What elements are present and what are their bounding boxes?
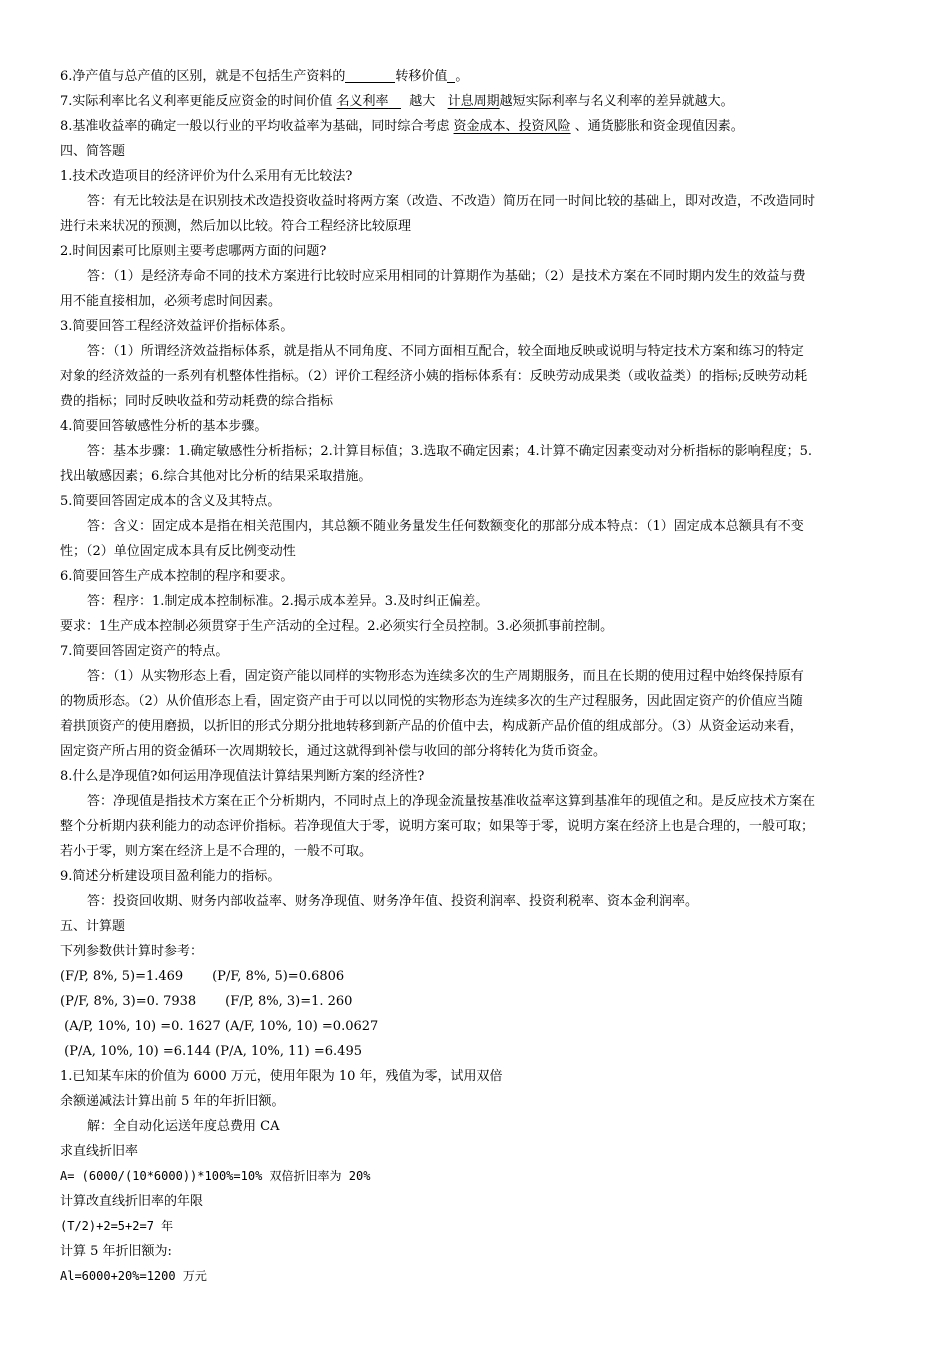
q8-answer: 资金成本、投资风险 [453, 119, 571, 134]
answer-line: 答：程序：1.制定成本控制标准。2.揭示成本差异。3.及时纠正偏差。 [87, 594, 489, 609]
answer-blank [345, 68, 395, 83]
question: 9.简述分析建设项目盈利能力的指标。 [60, 869, 281, 884]
solution-line: 计算改直线折旧率的年限 [60, 1194, 204, 1209]
q7-text-end: 越短实际利率与名义利率的差异就越大。 [499, 94, 734, 109]
question: 1.技术改造项目的经济评价为什么采用有无比较法? [60, 169, 353, 184]
answer-line: 性；（2）单位固定成本具有反比例变动性 [60, 544, 296, 559]
answer-line: 的物质形态。（2）从价值形态上看，固定资产由于可以以同悦的实物形态为连续多次的生产过程服务，因此固定资产的价值应当随 [60, 694, 803, 709]
answer-line: 答：净现值是指技术方案在正个分析期内，不同时点上的净现金流量按基准收益率这算到基准年的现值之和。是反应技术方案在 [87, 794, 816, 809]
answer-line: 着拱顶资产的使用磨损，以折旧的形式分期分批地转移到新产品的价值中去，构成新产品价值的组成部分。（3）从资金运动来看， [60, 719, 803, 734]
question: 7.简要回答固定资产的特点。 [60, 644, 229, 659]
section-title: 五、计算题 [60, 919, 126, 934]
answer-line: 答：有无比较法是在识别技术改造投资收益时将两方案（改造、不改造）简历在同一时间比较的基础上，即对改造，不改造同时 [87, 194, 816, 209]
formula-line: (T/2)+2=5+2=7 年 [60, 1219, 174, 1233]
q8-text: 8.基准收益率的确定一般以行业的平均收益率为基础，同时综合考虑 [60, 119, 454, 134]
solution-line: 解：全自动化运送年度总费用 CA [87, 1119, 280, 1134]
answer-line: 进行未来状况的预测，然后加以比较。符合工程经济比较原理 [60, 219, 412, 234]
question: 2.时间因素可比原则主要考虑哪两方面的问题? [60, 244, 327, 259]
param-line: (P/A, 10%, 10) =6.144 (P/A, 10%, 11) =6.495 [60, 1044, 362, 1059]
param-line: (F/P, 8%, 5)=1.469 (P/F, 8%, 5)=0.6806 [60, 969, 345, 984]
calc-question: 1.已知某车床的价值为 6000 万元，使用年限为 10 年，残值为零，试用双倍 [60, 1069, 503, 1084]
q6-text-mid: 转移价值 [395, 69, 448, 84]
answer-line: 答：基本步骤：1.确定敏感性分析指标；2.计算目标值；3.选取不确定因素；4.计算不确定因素变动对分析指标的影响程度；5. [87, 444, 813, 459]
question: 3.简要回答工程经济效益评价指标体系。 [60, 319, 294, 334]
answer-line: 对象的经济效益的一系列有机整体性指标。（2）评价工程经济小姨的指标体系有：反映劳动成果类（或收益类）的指标;反映劳动耗 [60, 369, 808, 384]
document-page [60, 64, 900, 1289]
formula-line: A= (6000/(10*6000))*100%=10% 双倍折旧率为 20% [60, 1169, 371, 1183]
q7-text: 7.实际利率比名义利率更能反应资金的时间价值 [60, 94, 337, 109]
answer-line: 用不能直接相加，必须考虑时间因素。 [60, 294, 282, 309]
answer-line: 固定资产所占用的资金循环一次周期较长，通过这就得到补偿与收回的部分将转化为货币资金。 [60, 744, 607, 759]
solution-line: 计算 5 年折旧额为: [60, 1244, 172, 1259]
answer-line: 答：（1）从实物形态上看，固定资产能以同样的实物形态为连续多次的生产周期服务，而且在长期的使用过程中始终保持原有 [87, 669, 804, 684]
answer-line: 要求：1生产成本控制必须贯穿于生产活动的全过程。2.必须实行全员控制。3.必须抓事前控制。 [60, 619, 614, 634]
answer-line: 找出敏感因素；6.综合其他对比分析的结果采取措施。 [60, 469, 372, 484]
section-title: 四、简答题 [60, 144, 126, 159]
fill-blank-q8 [60, 114, 900, 139]
answer-line: 答：（1）是经济寿命不同的技术方案进行比较时应采用相同的计算期作为基础；（2）是技术方案在不同时期内发生的效益与费 [87, 269, 806, 284]
fill-blank-q6 [60, 64, 900, 89]
answer-line: 答：投资回收期、财务内部收益率、财务净现值、财务净年值、投资利润率、投资利税率、资本金利润率。 [87, 894, 699, 909]
params-intro: 下列参数供计算时参考： [60, 944, 204, 959]
answer-line: 整个分析期内获利能力的动态评价指标。若净现值大于零，说明方案可取；如果等于零，说明方案在经济上也是合理的，一般可取； [60, 819, 815, 834]
question: 5.简要回答固定成本的含义及其特点。 [60, 494, 281, 509]
q8-text-end: 、通货膨胀和资金现值因素。 [570, 119, 744, 134]
solution-line: 求直线折旧率 [60, 1144, 139, 1159]
fill-blank-q7 [60, 89, 900, 114]
question: 8.什么是净现值?如何运用净现值法计算结果判断方案的经济性? [60, 769, 425, 784]
question: 4.简要回答敏感性分析的基本步骤。 [60, 419, 268, 434]
formula-line: Al=6000+20%=1200 万元 [60, 1269, 207, 1283]
param-line: (A/P, 10%, 10) =0. 1627 (A/F, 10%, 10) =0.0627 [60, 1019, 379, 1034]
answer-line: 若小于零，则方案在经济上是不合理的，一般不可取。 [60, 844, 373, 859]
q7-answer-1: 名义利率 [336, 94, 389, 109]
q6-text-end: 。 [455, 69, 469, 84]
q7-answer-1-pad [389, 94, 401, 109]
question: 6.简要回答生产成本控制的程序和要求。 [60, 569, 294, 584]
answer-line: 费的指标；同时反映收益和劳动耗费的综合指标 [60, 394, 334, 409]
answer-line: 答：含义：固定成本是指在相关范围内，其总额不随业务量发生任何数额变化的那部分成本特点：（1）固定成本总额具有不变 [87, 519, 804, 534]
q7-text-mid: 越大 [400, 94, 448, 109]
q6-text: 6.净产值与总产值的区别，就是不包括生产资料的 [60, 69, 346, 84]
q7-answer-2: 计息周期 [447, 94, 500, 109]
calc-question: 余额递减法计算出前 5 年的年折旧额。 [60, 1094, 285, 1109]
param-line: (P/F, 8%, 3)=0. 7938 (F/P, 8%, 3)=1. 260 [60, 994, 353, 1009]
answer-line: 答：（1）所谓经济效益指标体系，就是指从不同角度、不同方面相互配合，较全面地反映或说明与特定技术方案和练习的特定 [87, 344, 804, 359]
